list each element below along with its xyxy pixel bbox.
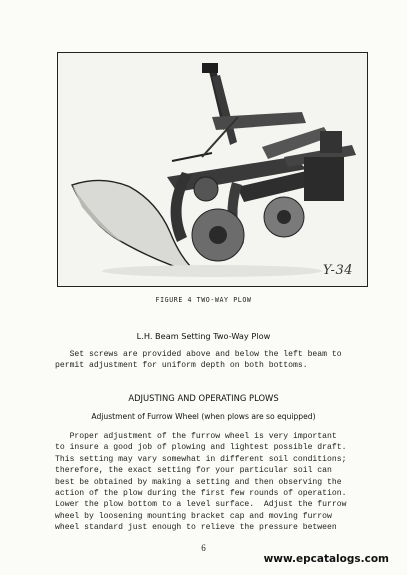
paragraph-furrow-wheel [55, 431, 373, 534]
section-heading-beam-setting: L.H. Beam Setting Two-Way Plow [136, 331, 271, 341]
page-number: 6 [201, 543, 206, 553]
figure-frame [57, 52, 368, 287]
text-line: to insure a good job of plowing and lightest possible draft. [55, 443, 347, 453]
text-line: permit adjustment for uniform depth on both bottoms. [55, 361, 308, 371]
text-line: best be obtained by making a setting and then observing the [55, 477, 342, 487]
text-line: action of the plow during the first few rounds of operation. [55, 489, 347, 499]
figure-handwritten-label: Y-34 [322, 263, 353, 278]
text-line: wheel standard just enough to relieve the pressure between [55, 523, 337, 533]
figure-caption: FIGURE 4 TWO-WAY PLOW [155, 296, 252, 304]
text-line: Lower the plow bottom to a level surface. Adjust the furrow [55, 500, 347, 510]
watermark: www.epcatalogs.com [263, 553, 389, 565]
text-line: Set screws are provided above and below the left beam to [55, 350, 342, 359]
section-heading-adjusting: ADJUSTING AND OPERATING PLOWS [128, 393, 279, 403]
subheading-furrow-wheel: Adjustment of Furrow Wheel (when plows are so equipped) [91, 412, 316, 421]
text-line: This setting may vary somewhat in different soil conditions; [55, 454, 347, 464]
two-way-plow-photo [62, 57, 363, 282]
paragraph-beam-setting [55, 349, 373, 372]
text-line: Proper adjustment of the furrow wheel is very important [55, 432, 337, 441]
text-line: wheel by loosening mounting bracket cap and moving furrow [55, 511, 332, 521]
text-line: therefore, the exact setting for your particular soil can [55, 466, 332, 476]
